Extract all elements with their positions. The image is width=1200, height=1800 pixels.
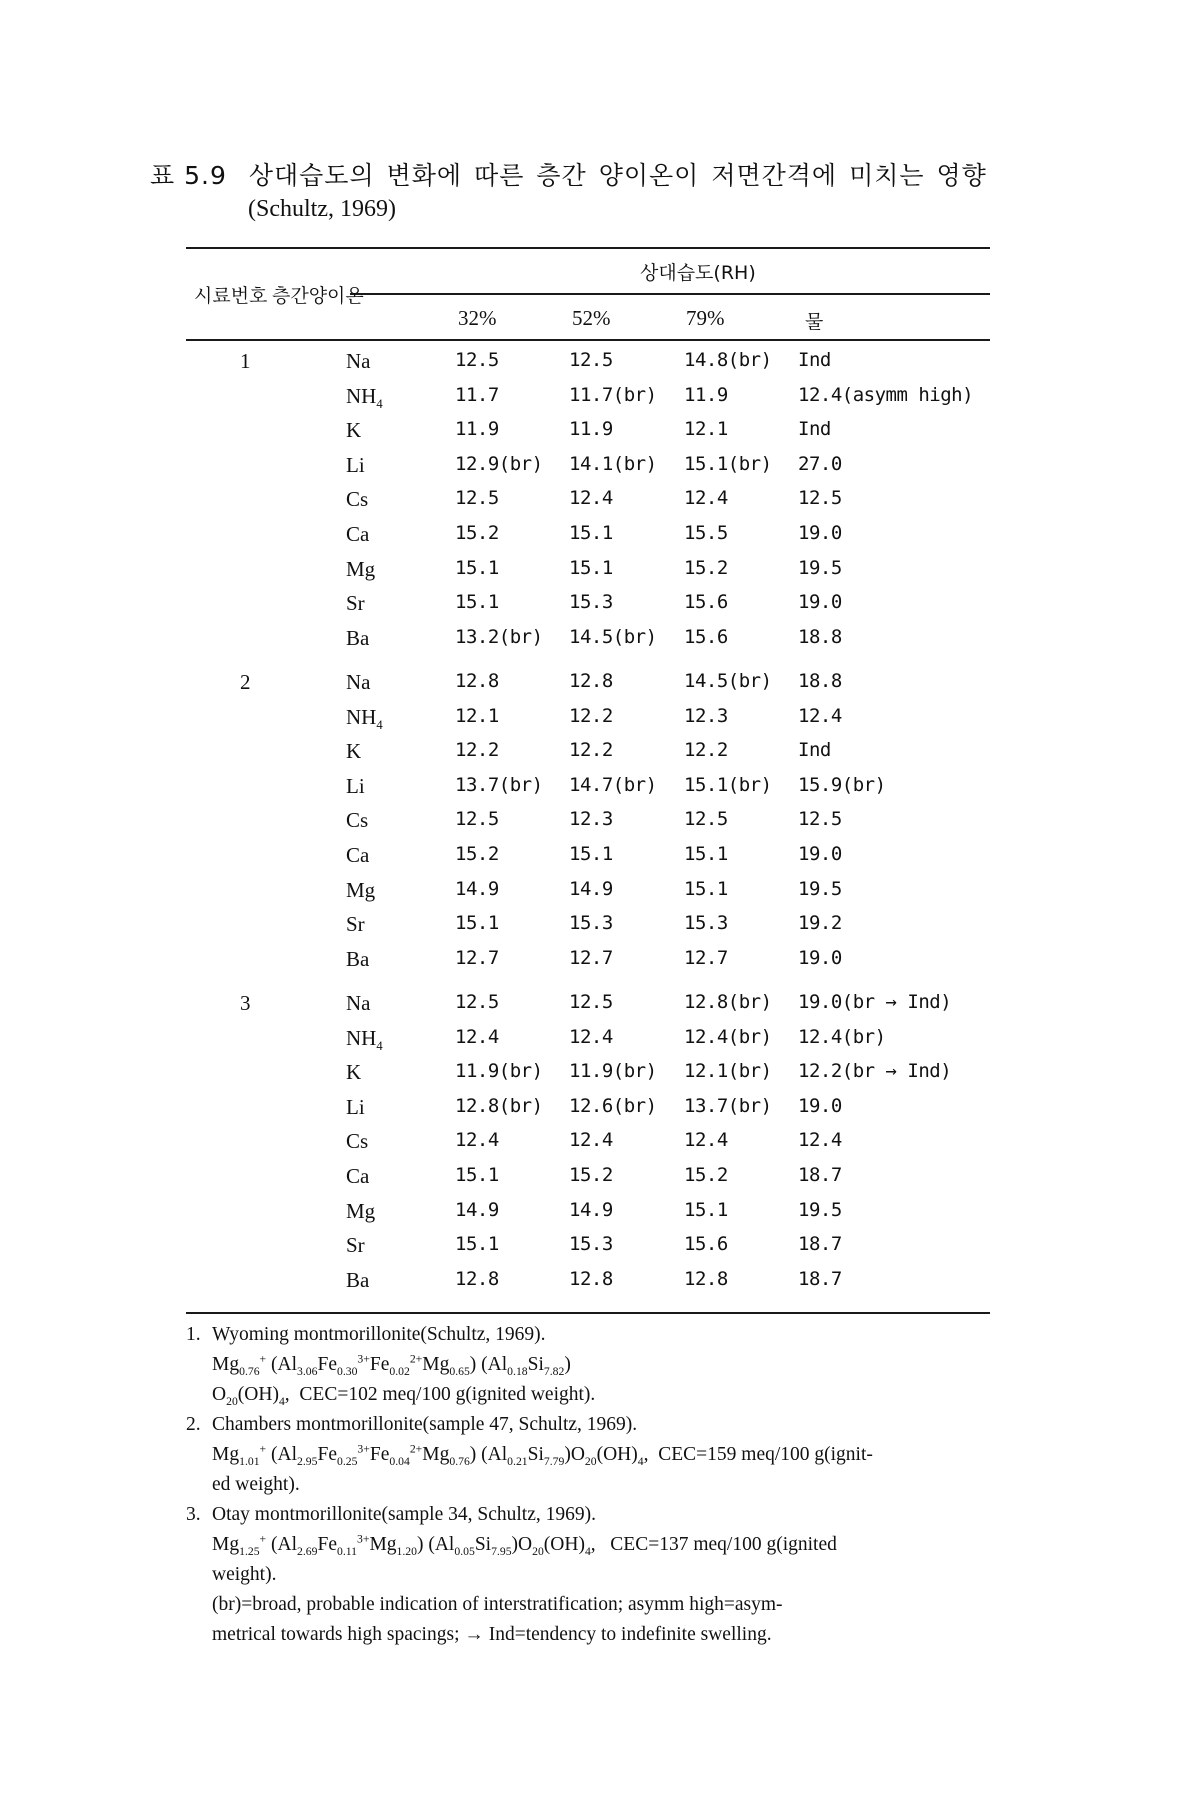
footnote-1-formula: $Mg_{0.76}^+$ $(Al_{3.06}Fe_{0.30}^{3+}Fe_{0.02}^{2+}Mg_{0.65})$ $(Al_{0.18}Si_{7.82})$	[212, 1352, 571, 1378]
value-rh79: 15.2	[684, 556, 728, 579]
value-water: 19.5	[798, 1198, 842, 1221]
value-rh32: 15.1	[455, 556, 499, 579]
value-rh52: 11.9(br)	[569, 1060, 657, 1083]
value-water: Ind	[798, 418, 831, 441]
value-rh79: 15.3	[684, 912, 728, 935]
cation-symbol: Mg	[346, 877, 376, 902]
value-rh52: 14.9	[569, 1198, 613, 1221]
header-interlayer-cation: 층간양이온	[272, 285, 364, 307]
value-rh52: 14.7(br)	[569, 773, 657, 796]
cation-symbol: Cs	[346, 1129, 369, 1154]
value-water: 19.5	[798, 556, 842, 579]
value-rh52: 12.4	[569, 1025, 613, 1048]
table-row	[0, 591, 1200, 625]
title-word: 저면간격에	[711, 161, 838, 190]
value-rh32: 12.4	[455, 1129, 499, 1152]
cation-symbol: K	[346, 418, 362, 443]
cation-name	[346, 1199, 375, 1224]
value-rh79: 15.6	[684, 591, 728, 614]
footnotes	[186, 1320, 996, 1650]
title-word: 따른	[474, 161, 525, 190]
footnote-2-formula: $Mg_{1.01}^+$ $(Al_{2.95}Fe_{0.25}^{3+}Fe_{0.04}^{2+}Mg_{0.76})$ $(Al_{0.21}Si_{7.79})O_{20}(OH)_4$, CEC=159 meq/100 g(ignit-	[212, 1442, 873, 1468]
footnote-number: 3.	[186, 1504, 201, 1525]
value-rh32: 14.9	[455, 1198, 499, 1221]
value-rh32: 12.5	[455, 991, 499, 1013]
value-water: 12.4	[798, 704, 842, 727]
footnote-text: Otay montmorillonite(sample 34, Schultz, 1969).	[212, 1504, 596, 1525]
footnote-3-formula: $Mg_{1.25}^+$ $(Al_{2.69}Fe_{0.11}^{3+}Mg_{1.20})$ $(Al_{0.05}Si_{7.95})O_{20}(OH)_4$, CEC=137 meq/100 g(ignited	[212, 1532, 837, 1558]
header-relative-humidity: 상대습도(RH)	[640, 262, 756, 284]
cation-name	[346, 591, 365, 616]
footnote-2-cont: ed weight).	[212, 1474, 300, 1495]
cation-name	[346, 1060, 361, 1085]
footnote-number: 1.	[186, 1324, 201, 1345]
cation-name	[346, 384, 383, 409]
table-row	[0, 808, 1200, 842]
legend-line-1: (br)=broad, probable indication of interstratification; asymm high=asym-	[212, 1594, 783, 1615]
value-rh32: 11.9	[455, 418, 499, 441]
value-water: Ind	[798, 349, 831, 371]
value-rh32: 12.7	[455, 946, 499, 969]
value-rh32: 12.8(br)	[455, 1094, 543, 1117]
value-rh52: 12.5	[569, 991, 613, 1013]
value-rh32: 12.5	[455, 808, 499, 831]
cation-symbol: K	[346, 1060, 362, 1085]
cation-name	[346, 1268, 369, 1293]
title-word: 영향	[936, 161, 987, 190]
value-rh79: 12.8(br)	[684, 991, 772, 1013]
cation-name	[346, 487, 368, 512]
value-rh79: 12.2	[684, 739, 728, 762]
cation-symbol: Cs	[346, 808, 369, 833]
value-water: 19.0	[798, 522, 842, 544]
footnote-3-cont: weight).	[212, 1564, 277, 1585]
value-rh79: 12.4	[684, 1129, 728, 1152]
value-rh32: 15.2	[455, 522, 499, 544]
cation-name	[346, 626, 369, 651]
value-water: 19.0	[798, 946, 842, 969]
cation-symbol: Mg	[346, 1198, 376, 1223]
value-water: 12.4	[798, 1129, 842, 1152]
cation-name	[346, 418, 361, 443]
table-row	[0, 1060, 1200, 1094]
value-rh79: 14.8(br)	[684, 349, 772, 371]
table-number: 표 5.9	[150, 161, 227, 190]
value-rh79: 12.1	[684, 418, 728, 441]
cation-symbol: Sr	[346, 591, 365, 616]
table-row	[0, 522, 1200, 556]
cation-symbol: Sr	[346, 1233, 365, 1258]
cation-name	[346, 808, 368, 833]
value-rh79: 12.5	[684, 808, 728, 831]
cation-name	[346, 1129, 368, 1154]
value-rh32: 12.5	[455, 349, 499, 371]
cation-name	[346, 947, 369, 972]
table-row	[0, 912, 1200, 946]
title-word: 상대습도의	[248, 161, 375, 190]
value-rh79: 12.3	[684, 704, 728, 727]
value-rh52: 12.6(br)	[569, 1094, 657, 1117]
footnote-1-cec: $O_{20}(OH)_4$, CEC=102 meq/100 g(ignited weight).	[212, 1384, 596, 1408]
value-rh52: 12.4	[569, 487, 613, 510]
value-rh79: 12.4(br)	[684, 1025, 772, 1048]
value-rh79: 15.1(br)	[684, 452, 772, 475]
table-bottom-rule	[186, 1312, 990, 1314]
table-row	[0, 1164, 1200, 1198]
value-rh52: 14.9	[569, 877, 613, 900]
value-rh52: 15.1	[569, 522, 613, 544]
sample-number: 2	[240, 670, 251, 694]
value-water: 18.7	[798, 1164, 842, 1186]
table-row	[0, 705, 1200, 739]
value-rh79: 15.6	[684, 625, 728, 648]
value-rh79: 15.6	[684, 1233, 728, 1256]
value-rh32: 13.2(br)	[455, 625, 543, 648]
cation-symbol: Na	[346, 670, 371, 694]
footnote-1-heading	[186, 1320, 996, 1350]
table-row	[0, 487, 1200, 521]
cation-symbol: Li	[346, 1094, 365, 1119]
cation-symbol: K	[346, 739, 362, 764]
value-rh32: 11.7	[455, 383, 499, 406]
value-rh79: 15.5	[684, 522, 728, 544]
cation-symbol: NH	[346, 1025, 377, 1050]
title-word: 층간	[536, 161, 587, 190]
value-rh52: 15.1	[569, 843, 613, 865]
sample-number: 3	[240, 991, 251, 1015]
value-water: 19.0	[798, 1094, 842, 1117]
cation-symbol: Li	[346, 773, 365, 798]
value-water: Ind	[798, 739, 831, 762]
cation-symbol: NH	[346, 704, 377, 729]
header-col-52: 52%	[572, 306, 611, 330]
value-rh52: 14.5(br)	[569, 625, 657, 648]
header-sample-number: 시료번호	[194, 285, 268, 307]
sample-number: 1	[240, 349, 251, 373]
cation-name	[346, 1095, 365, 1120]
cation-symbol: Sr	[346, 912, 365, 937]
value-rh79: 15.1	[684, 843, 728, 865]
table-row	[0, 739, 1200, 773]
cation-symbol: Ca	[346, 843, 370, 867]
title-word: 미치는	[849, 161, 925, 190]
value-rh32: 12.1	[455, 704, 499, 727]
value-water: 19.5	[798, 877, 842, 900]
value-water: 15.9(br)	[798, 773, 886, 796]
cation-symbol: Li	[346, 452, 365, 477]
value-rh32: 12.8	[455, 670, 499, 692]
header-col-32: 32%	[458, 306, 497, 330]
cation-name	[346, 557, 375, 582]
group-header-rule	[350, 293, 990, 295]
value-rh32: 15.1	[455, 912, 499, 935]
table-row	[0, 1199, 1200, 1233]
value-water: 19.0	[798, 591, 842, 614]
footnote-3-heading	[186, 1500, 996, 1530]
value-rh32: 12.5	[455, 487, 499, 510]
cation-name	[346, 1026, 383, 1051]
cation-name	[346, 1233, 365, 1258]
table-row	[0, 1026, 1200, 1060]
value-rh52: 12.7	[569, 946, 613, 969]
value-rh79: 14.5(br)	[684, 670, 772, 692]
table-row	[0, 774, 1200, 808]
value-rh52: 11.9	[569, 418, 613, 441]
value-rh32: 12.8	[455, 1267, 499, 1290]
footnote-text: Chambers montmorillonite(sample 47, Schultz, 1969).	[212, 1414, 638, 1435]
value-water: 12.4(asymm high)	[798, 383, 974, 406]
cation-symbol: Na	[346, 991, 371, 1015]
cation-symbol: Cs	[346, 487, 369, 512]
cation-name	[346, 453, 365, 478]
cation-subscript: 4	[376, 396, 383, 411]
value-rh52: 15.3	[569, 1233, 613, 1256]
cation-name	[346, 991, 371, 1016]
value-rh79: 11.9	[684, 383, 728, 406]
table-row	[0, 1233, 1200, 1267]
cation-symbol: Ba	[346, 625, 370, 650]
cation-name	[346, 1164, 369, 1189]
value-water: 18.8	[798, 670, 842, 692]
value-water: 18.7	[798, 1233, 842, 1256]
value-rh32: 15.1	[455, 1233, 499, 1256]
footnote-text: Wyoming montmorillonite(Schultz, 1969).	[212, 1324, 546, 1345]
value-rh79: 12.8	[684, 1267, 728, 1290]
table-title	[150, 156, 999, 192]
value-water: 19.0	[798, 843, 842, 865]
header-bottom-rule	[186, 339, 990, 341]
value-rh52: 12.8	[569, 1267, 613, 1290]
cation-name	[346, 522, 369, 547]
table-row	[0, 418, 1200, 452]
value-rh52: 14.1(br)	[569, 452, 657, 475]
value-rh32: 11.9(br)	[455, 1060, 543, 1083]
value-rh52: 12.2	[569, 739, 613, 762]
table-row	[0, 947, 1200, 981]
value-rh52: 11.7(br)	[569, 383, 657, 406]
value-rh52: 12.2	[569, 704, 613, 727]
value-rh79: 12.4	[684, 487, 728, 510]
table-row	[0, 1129, 1200, 1163]
table-row	[0, 453, 1200, 487]
footnote-2-heading	[186, 1410, 996, 1440]
value-rh32: 15.2	[455, 843, 499, 865]
value-water: 19.0(br → Ind)	[798, 991, 952, 1013]
value-rh79: 13.7(br)	[684, 1094, 772, 1117]
footnote-number: 2.	[186, 1414, 201, 1435]
cation-name	[346, 774, 365, 799]
value-water: 12.4(br)	[798, 1025, 886, 1048]
value-rh32: 14.9	[455, 877, 499, 900]
value-rh52: 15.1	[569, 556, 613, 579]
cation-symbol: Mg	[346, 556, 376, 581]
cation-name	[346, 349, 371, 374]
value-water: 12.2(br → Ind)	[798, 1060, 952, 1083]
value-rh79: 15.2	[684, 1164, 728, 1186]
table-row	[0, 1268, 1200, 1302]
value-water: 12.5	[798, 487, 842, 510]
table-row	[0, 991, 1200, 1025]
cation-name	[346, 878, 375, 903]
value-water: 12.5	[798, 808, 842, 831]
value-water: 18.8	[798, 625, 842, 648]
value-rh79: 15.1	[684, 1198, 728, 1221]
cation-name	[346, 705, 383, 730]
cation-symbol: Na	[346, 349, 371, 373]
title-source: (Schultz, 1969)	[248, 196, 396, 222]
table-row	[0, 384, 1200, 418]
cation-symbol: Ca	[346, 1164, 370, 1188]
cation-symbol: NH	[346, 383, 377, 408]
value-rh32: 12.9(br)	[455, 452, 543, 475]
cation-name	[346, 843, 369, 868]
cation-symbol: Ba	[346, 946, 370, 971]
table-top-rule	[186, 247, 990, 249]
value-rh52: 12.5	[569, 349, 613, 371]
value-water: 19.2	[798, 912, 842, 935]
title-word: 양이온이	[598, 161, 700, 190]
table-row	[0, 349, 1200, 383]
value-rh79: 15.1(br)	[684, 773, 772, 796]
cation-name	[346, 739, 361, 764]
cation-symbol: Ba	[346, 1267, 370, 1292]
value-rh52: 15.3	[569, 591, 613, 614]
table-row	[0, 626, 1200, 660]
header-col-79: 79%	[686, 306, 725, 330]
table-row	[0, 670, 1200, 704]
cation-name	[346, 912, 365, 937]
value-rh79: 15.1	[684, 877, 728, 900]
legend-line-2: metrical towards high spacings; → Ind=tendency to indefinite swelling.	[212, 1624, 772, 1645]
table-row	[0, 557, 1200, 591]
value-rh79: 12.7	[684, 946, 728, 969]
value-rh52: 15.2	[569, 1164, 613, 1186]
value-rh52: 15.3	[569, 912, 613, 935]
cation-subscript: 4	[376, 1038, 383, 1053]
title-word: 변화에	[386, 161, 463, 190]
value-rh32: 15.1	[455, 591, 499, 614]
cation-name	[346, 670, 371, 695]
value-rh52: 12.3	[569, 808, 613, 831]
value-rh32: 15.1	[455, 1164, 499, 1186]
value-rh32: 12.4	[455, 1025, 499, 1048]
table-row	[0, 1095, 1200, 1129]
value-rh52: 12.8	[569, 670, 613, 692]
cation-symbol: Ca	[346, 522, 370, 546]
table-row	[0, 843, 1200, 877]
value-rh52: 12.4	[569, 1129, 613, 1152]
header-col-water: 물	[805, 311, 824, 333]
cation-subscript: 4	[376, 717, 383, 732]
value-rh79: 12.1(br)	[684, 1060, 772, 1083]
table-row	[0, 878, 1200, 912]
value-rh32: 12.2	[455, 739, 499, 762]
value-water: 18.7	[798, 1267, 842, 1290]
value-water: 27.0	[798, 452, 842, 475]
value-rh32: 13.7(br)	[455, 773, 543, 796]
